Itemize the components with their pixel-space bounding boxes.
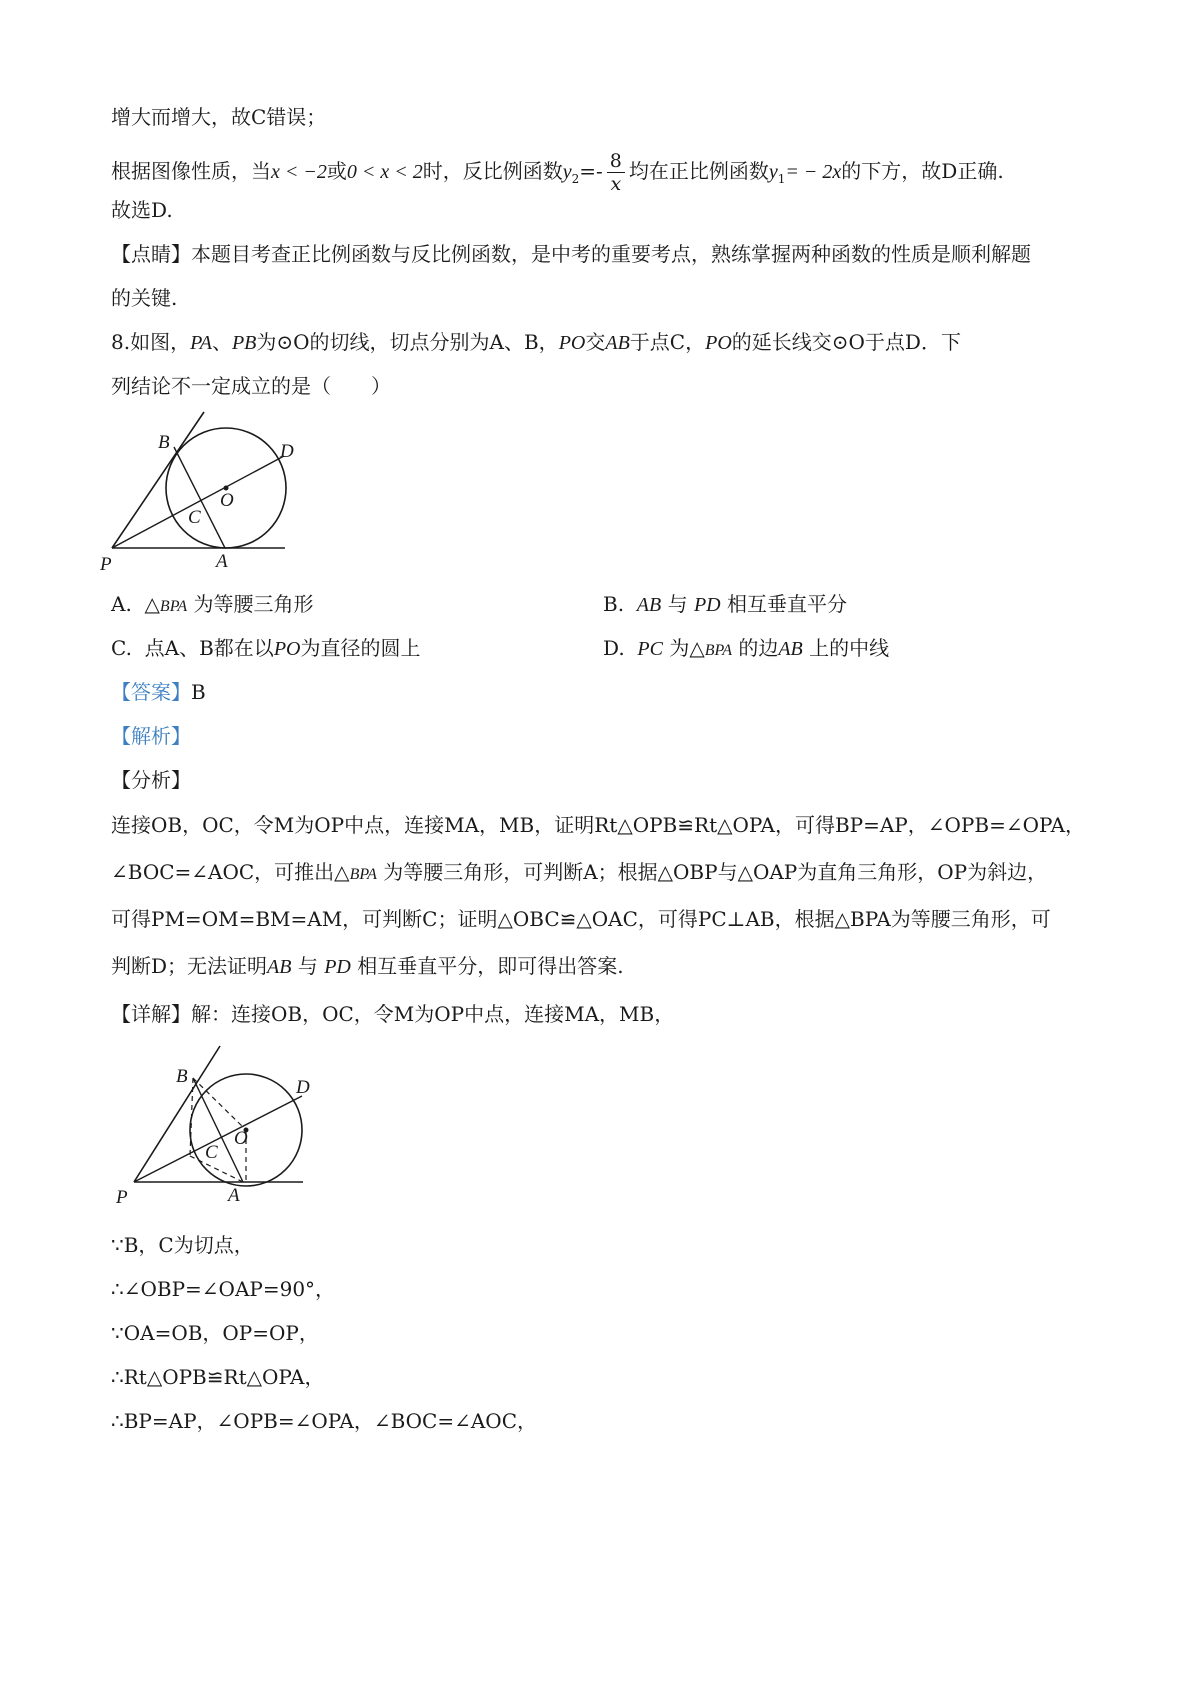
fraction-denominator: x [610, 173, 622, 195]
proof-step: ∴∠OBP=∠OAP=90°， [111, 1277, 336, 1301]
label-a: A [216, 551, 228, 572]
analysis-line [111, 722, 191, 750]
question-line [111, 372, 391, 400]
text-span: 或 [326, 159, 347, 183]
section-tag: 【详解】 [111, 1002, 191, 1026]
paragraph-text: 解：连接OB，OC，令M为OP中点，连接MA，MB， [191, 1002, 675, 1026]
option-label: C. [111, 636, 132, 660]
paragraph-text: 增大而增大，故C错误； [111, 105, 327, 129]
paragraph-text: 故选D. [111, 198, 173, 222]
label-p: P [116, 1187, 128, 1205]
proof-line [111, 1275, 335, 1303]
answer-tag: 【答案】 [111, 680, 191, 704]
label-c: C [205, 1142, 218, 1163]
option-text: 为等腰三角形 [193, 592, 314, 616]
proof-line [111, 1407, 537, 1435]
question-line [111, 328, 961, 357]
triangle-name: BPA [159, 598, 188, 615]
dashed-ob [193, 1078, 246, 1130]
option-d[interactable] [603, 634, 889, 665]
answer-line [111, 678, 206, 706]
text-span: 为⊙O的切线，切点分别为A、B， [256, 330, 559, 354]
label-o: O [234, 1128, 248, 1149]
option-text: 为直径的圆上 [300, 636, 421, 660]
text-line [111, 240, 1031, 268]
text-span: 的下方，故D正确. [841, 159, 1004, 183]
text-span: 时，反比例函数 [422, 159, 563, 183]
inequality: 0 < x < 2 [346, 161, 423, 183]
text-span: ∠BOC=∠AOC，可推出△ [111, 860, 350, 884]
subscript: 1 [777, 172, 786, 186]
fenxi-line [111, 952, 624, 981]
proof-line [111, 1319, 319, 1347]
text-span: 判断D；无法证明 [111, 954, 268, 978]
option-text: 上的中线 [809, 636, 890, 660]
fenxi-line [111, 811, 1085, 839]
segment-label: PD [693, 594, 721, 616]
question-number: 8.如图， [111, 330, 191, 354]
option-b[interactable] [603, 590, 847, 619]
text-line-formula [111, 150, 1004, 195]
text-span: 的延长线交⊙O于点D．下 [731, 330, 961, 354]
proof-step: ∵OA=OB，OP=OP， [111, 1321, 319, 1345]
paragraph-text: 本题目考查正比例函数与反比例函数，是中考的重要考点，熟练掌握两种函数的性质是顺利解题 [191, 242, 1031, 266]
option-label: A. [111, 592, 132, 616]
option-label: D. [603, 636, 625, 660]
label-d: D [296, 1077, 310, 1098]
proof-step: ∵B，C为切点， [111, 1233, 254, 1257]
text-span: 相互垂直平分，即可得出答案. [357, 954, 624, 978]
option-text: 相互垂直平分 [726, 592, 847, 616]
proof-step: ∴Rt△OPB≌Rt△OPA， [111, 1365, 325, 1389]
line-pd [112, 456, 284, 548]
segment-label: PO [273, 638, 301, 660]
option-c[interactable] [111, 634, 420, 663]
geometry-figure-2 [110, 1040, 330, 1205]
text-line [111, 284, 177, 312]
detail-line [111, 1000, 674, 1028]
label-d: D [280, 441, 294, 462]
label-p: P [100, 554, 112, 575]
segment-label: PB [231, 332, 257, 354]
analysis-tag: 【解析】 [111, 724, 191, 748]
variable: y [562, 161, 572, 183]
fenxi-line [111, 858, 1047, 889]
text-span: 均在正比例函数 [628, 159, 769, 183]
fraction [607, 150, 625, 195]
text-span: 交 [585, 330, 606, 354]
label-b: B [158, 432, 170, 453]
label-b: B [176, 1066, 188, 1087]
segment-label: PD [324, 956, 351, 978]
fenxi-line [111, 766, 191, 794]
segment-label: PO [558, 332, 586, 354]
section-tag: 【分析】 [111, 768, 191, 792]
subscript: 2 [571, 172, 580, 186]
text-span: 于点C， [629, 330, 706, 354]
fraction-numerator: 8 [607, 150, 625, 173]
text-line [111, 196, 173, 224]
segment-label: AB [778, 638, 803, 660]
segment-label: PO [705, 332, 732, 354]
segment-label: AB [605, 332, 630, 354]
paragraph-text: 连接OB，OC，令M为OP中点，连接MA，MB，证明Rt△OPB≌Rt△OPA，可得BP=AP，∠OPB=∠OPA， [111, 813, 1086, 837]
text-span: 与 [297, 954, 318, 978]
paragraph-text: 的关键. [111, 286, 178, 310]
fenxi-line [111, 905, 1051, 933]
section-tag: 【点睛】 [111, 242, 191, 266]
text-line [111, 103, 326, 131]
paragraph-text: 列结论不一定成立的是（ ） [111, 374, 391, 398]
operator: =- [579, 159, 603, 183]
text-span: 的边 [738, 636, 779, 660]
triangle-name: BPA [704, 642, 732, 659]
answer-value: B [191, 680, 206, 704]
proof-step: ∴BP=AP，∠OPB=∠OPA，∠BOC=∠AOC， [111, 1409, 538, 1433]
chord-ab [174, 447, 225, 548]
segment-label: PA [190, 332, 212, 354]
segment-label: PC [637, 638, 663, 660]
variable: y [768, 161, 778, 183]
geometry-figure-1 [100, 408, 320, 578]
option-label: B. [603, 592, 625, 616]
text-span: 为等腰三角形，可判断A；根据△OBP与△OAP为直角三角形，OP为斜边， [383, 860, 1048, 884]
triangle-name: BPA [349, 866, 377, 883]
label-o: O [220, 490, 234, 511]
text-span: 为△ [669, 636, 705, 660]
triangle-symbol: △ [144, 592, 160, 616]
proof-line [111, 1363, 324, 1391]
text-span: 与 [667, 592, 688, 616]
label-c: C [188, 507, 201, 528]
segment-label: AB [267, 956, 292, 978]
text-span: 、 [211, 330, 232, 354]
option-text: 点A、B都在以 [144, 636, 274, 660]
segment-label: AB [636, 594, 662, 616]
proof-line [111, 1231, 254, 1259]
text-span: 根据图像性质，当 [111, 159, 271, 183]
option-a[interactable] [111, 590, 314, 621]
inequality: x < −2 [271, 161, 327, 183]
equation: = − 2x [785, 161, 842, 183]
paragraph-text: 可得PM=OM=BM=AM，可判断C；证明△OBC≌△OAC，可得PC⊥AB，根据△BPA为等腰三角形，可 [111, 907, 1051, 931]
label-a: A [228, 1185, 240, 1205]
